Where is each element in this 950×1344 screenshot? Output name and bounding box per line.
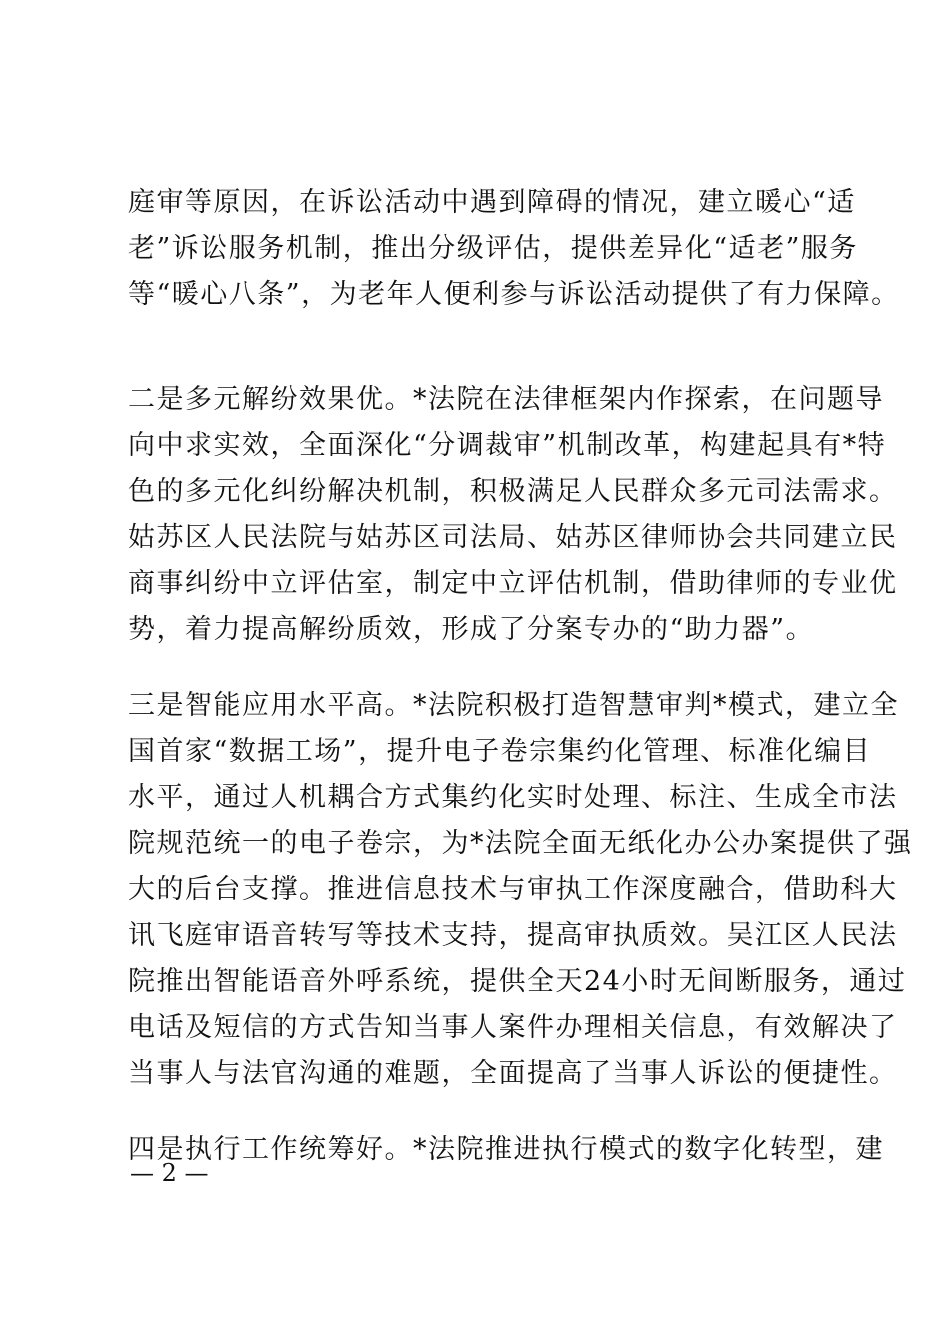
text-line: 四是执行工作统筹好。*法院推进执行模式的数字化转型，建 [128,1134,884,1165]
text-line: 势，着力提高解纷质效，形成了分案专办的“助力器”。 [128,614,815,645]
text-line: 等“暖心八条”，为老年人便利参与诉讼活动提供了有力保障。 [128,279,900,310]
text-line: 院规范统一的电子卷宗，为*法院全面无纸化办公办案提供了强 [128,828,913,859]
text-line: 讯飞庭审语音转写等技术支持，提高审执质效。吴江区人民法 [128,920,898,951]
text-line: 大的后台支撑。推进信息技术与审执工作深度融合，借助科大 [128,874,898,905]
text-line: 当事人与法官沟通的难题，全面提高了当事人诉讼的便捷性。 [128,1058,898,1089]
text-line: 向中求实效，全面深化“分调裁审”机制改革，构建起具有*特 [128,430,887,461]
text-line: 电话及短信的方式告知当事人案件办理相关信息，有效解决了 [128,1012,898,1043]
text-line: 商事纠纷中立评估室，制定中立评估机制，借助律师的专业优 [128,568,898,599]
text-line: 老”诉讼服务机制，推出分级评估，提供差异化“适老”服务 [128,233,858,264]
text-line: 二是多元解纷效果优。*法院在法律框架内作探索，在问题导 [128,384,884,415]
page-number: — 2 — [130,1159,209,1187]
text-line: 三是智能应用水平高。*法院积极打造智慧审判*模式，建立全 [128,690,899,721]
text-line: 水平，通过人机耦合方式集约化实时处理、标注、生成全市法 [128,782,898,813]
text-line: 国首家“数据工场”，提升电子卷宗集约化管理、标准化编目 [128,736,872,767]
text-line: 姑苏区人民法院与姑苏区司法局、姑苏区律师协会共同建立民 [128,522,898,553]
text-line: 庭审等原因，在诉讼活动中遇到障碍的情况，建立暖心“适 [128,187,856,218]
text-line: 色的多元化纠纷解决机制，积极满足人民群众多元司法需求。 [128,476,898,507]
text-line: 院推出智能语音外呼系统，提供全天24小时无间断服务，通过 [128,966,907,997]
